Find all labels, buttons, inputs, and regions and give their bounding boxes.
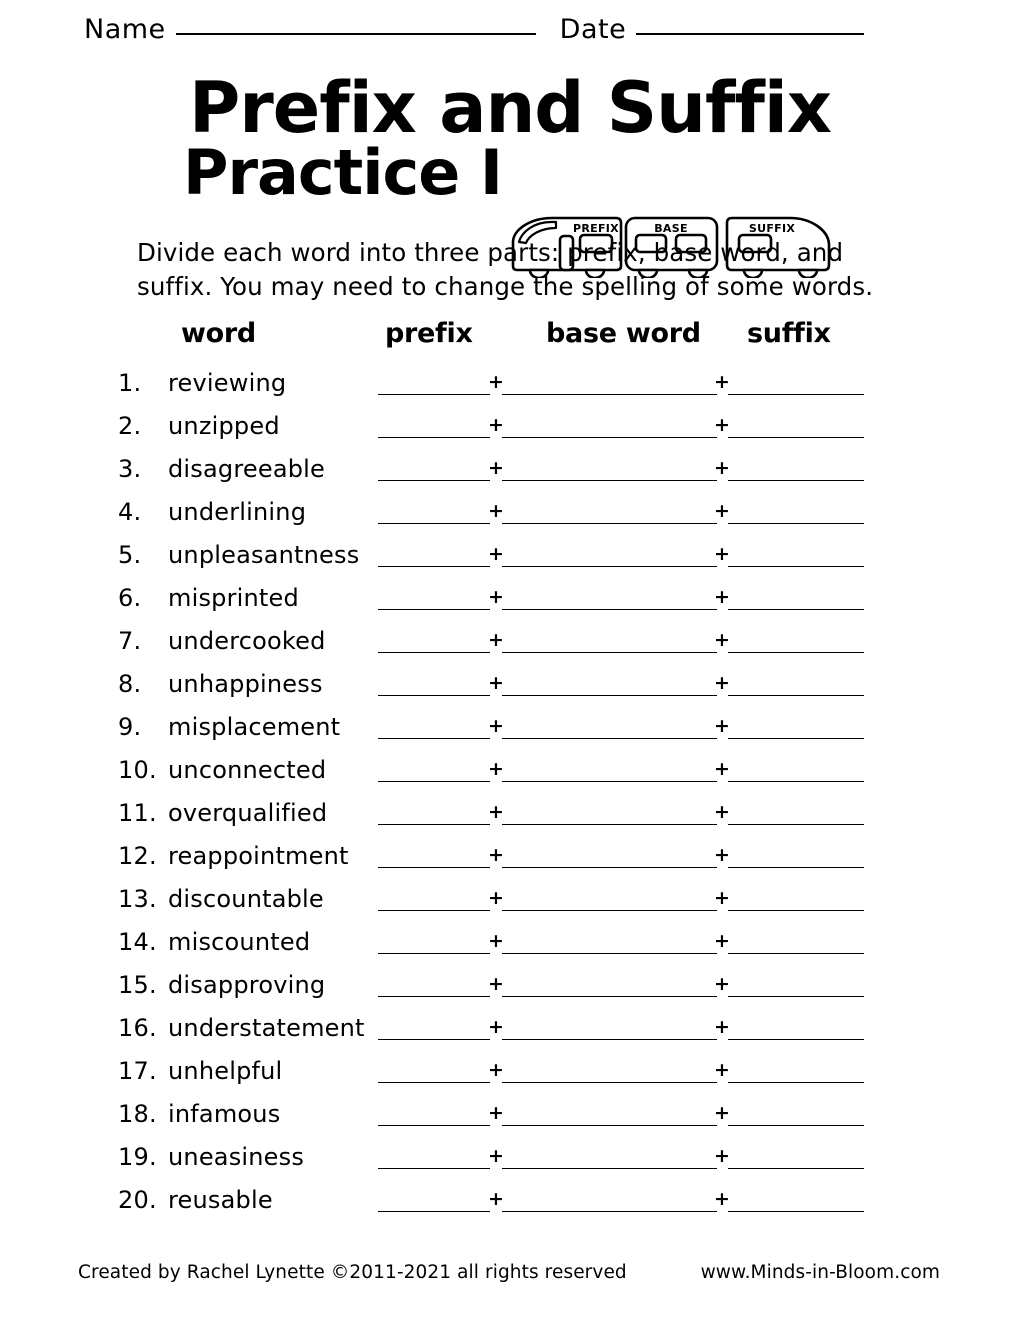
worksheet-row (0, 626, 1020, 669)
row-number: 12. (118, 842, 157, 870)
worksheet-row (0, 927, 1020, 970)
base-word-blank[interactable] (502, 1211, 717, 1212)
name-input-rule[interactable] (176, 33, 536, 35)
worksheet-row (0, 583, 1020, 626)
prefix-blank[interactable] (378, 824, 490, 825)
suffix-blank[interactable] (728, 480, 864, 481)
row-number: 11. (118, 799, 157, 827)
worksheet-row (0, 884, 1020, 927)
suffix-blank[interactable] (728, 1211, 864, 1212)
plus-sign-2: + (714, 543, 730, 565)
plus-sign-1: + (488, 457, 504, 479)
row-word: unpleasantness (168, 541, 360, 569)
worksheet-row (0, 454, 1020, 497)
instructions-text: Divide each word into three parts: prefix, base word, and suffix. You may need to change the spelling of some words. (137, 238, 874, 301)
suffix-blank[interactable] (728, 566, 864, 567)
plus-sign-1: + (488, 801, 504, 823)
worksheet-row (0, 669, 1020, 712)
row-answer-blanks (378, 626, 864, 656)
suffix-blank[interactable] (728, 996, 864, 997)
page-footer (0, 1262, 1020, 1292)
plus-sign-1: + (488, 371, 504, 393)
prefix-blank[interactable] (378, 996, 490, 997)
plus-sign-2: + (714, 500, 730, 522)
worksheet-row (0, 540, 1020, 583)
prefix-blank[interactable] (378, 652, 490, 653)
row-word: reusable (168, 1186, 273, 1214)
suffix-blank[interactable] (728, 394, 864, 395)
plus-sign-2: + (714, 1059, 730, 1081)
base-word-blank[interactable] (502, 1125, 717, 1126)
worksheet-row (0, 970, 1020, 1013)
plus-sign-1: + (488, 1145, 504, 1167)
row-number: 1. (118, 369, 142, 397)
row-answer-blanks (378, 884, 864, 914)
worksheet-row (0, 755, 1020, 798)
row-word: understatement (168, 1014, 365, 1042)
row-word: unhappiness (168, 670, 323, 698)
page-title-line1: Prefix and Suffix (188, 67, 832, 149)
suffix-blank[interactable] (728, 867, 864, 868)
plus-sign-2: + (714, 371, 730, 393)
prefix-blank[interactable] (378, 523, 490, 524)
plus-sign-2: + (714, 672, 730, 694)
row-word: misplacement (168, 713, 341, 741)
base-word-blank[interactable] (502, 523, 717, 524)
column-header-suffix: suffix (747, 318, 831, 349)
row-number: 15. (118, 971, 157, 999)
plus-sign-1: + (488, 414, 504, 436)
prefix-blank[interactable] (378, 1039, 490, 1040)
worksheet-row (0, 368, 1020, 411)
prefix-blank[interactable] (378, 480, 490, 481)
row-number: 10. (118, 756, 157, 784)
worksheet-row (0, 1185, 1020, 1228)
base-word-blank[interactable] (502, 652, 717, 653)
base-word-blank[interactable] (502, 781, 717, 782)
suffix-blank[interactable] (728, 1082, 864, 1083)
row-answer-blanks (378, 454, 864, 484)
row-answer-blanks (378, 798, 864, 828)
row-answer-blanks (378, 755, 864, 785)
plus-sign-2: + (714, 629, 730, 651)
date-label: Date (559, 14, 627, 45)
row-number: 13. (118, 885, 157, 913)
base-word-blank[interactable] (502, 953, 717, 954)
base-word-blank[interactable] (502, 1168, 717, 1169)
base-word-blank[interactable] (502, 566, 717, 567)
footer-credit: Created by Rachel Lynette ©2011-2021 all rights reserved (78, 1262, 627, 1283)
row-word: uneasiness (168, 1143, 305, 1171)
base-word-blank[interactable] (502, 824, 717, 825)
row-answer-blanks (378, 841, 864, 871)
title-block (0, 67, 1020, 235)
prefix-blank[interactable] (378, 867, 490, 868)
row-answer-blanks (378, 368, 864, 398)
plus-sign-1: + (488, 543, 504, 565)
plus-sign-1: + (488, 844, 504, 866)
prefix-blank[interactable] (378, 1082, 490, 1083)
column-headers (0, 318, 1020, 356)
row-number: 8. (118, 670, 142, 698)
suffix-blank[interactable] (728, 738, 864, 739)
footer-website: www.Minds-in-Bloom.com (700, 1262, 940, 1283)
name-label: Name (84, 14, 166, 45)
suffix-blank[interactable] (728, 695, 864, 696)
worksheet-row (0, 798, 1020, 841)
page-title-line2: Practice I (183, 136, 502, 209)
plus-sign-1: + (488, 715, 504, 737)
base-word-blank[interactable] (502, 738, 717, 739)
row-answer-blanks (378, 970, 864, 1000)
suffix-blank[interactable] (728, 1168, 864, 1169)
plus-sign-2: + (714, 844, 730, 866)
base-word-blank[interactable] (502, 480, 717, 481)
plus-sign-1: + (488, 930, 504, 952)
plus-sign-1: + (488, 887, 504, 909)
row-word: reappointment (168, 842, 349, 870)
prefix-blank[interactable] (378, 394, 490, 395)
suffix-blank[interactable] (728, 437, 864, 438)
prefix-blank[interactable] (378, 1125, 490, 1126)
prefix-blank[interactable] (378, 1168, 490, 1169)
column-header-word: word (181, 318, 256, 349)
row-answer-blanks (378, 583, 864, 613)
plus-sign-1: + (488, 1059, 504, 1081)
plus-sign-2: + (714, 414, 730, 436)
row-number: 5. (118, 541, 142, 569)
worksheet-row (0, 1013, 1020, 1056)
plus-sign-2: + (714, 887, 730, 909)
base-word-blank[interactable] (502, 695, 717, 696)
row-word: overqualified (168, 799, 328, 827)
date-input-rule[interactable] (636, 33, 864, 35)
suffix-blank[interactable] (728, 523, 864, 524)
prefix-blank[interactable] (378, 437, 490, 438)
row-word: discountable (168, 885, 324, 913)
row-answer-blanks (378, 540, 864, 570)
worksheet-row (0, 1099, 1020, 1142)
plus-sign-2: + (714, 973, 730, 995)
row-word: unhelpful (168, 1057, 283, 1085)
base-word-blank[interactable] (502, 437, 717, 438)
row-number: 3. (118, 455, 142, 483)
name-date-header (84, 14, 944, 54)
plus-sign-2: + (714, 1016, 730, 1038)
worksheet-row (0, 1056, 1020, 1099)
row-number: 14. (118, 928, 157, 956)
train-label-suffix: SUFFIX (748, 222, 796, 235)
row-answer-blanks (378, 927, 864, 957)
suffix-blank[interactable] (728, 824, 864, 825)
prefix-blank[interactable] (378, 609, 490, 610)
row-number: 19. (118, 1143, 157, 1171)
plus-sign-1: + (488, 629, 504, 651)
plus-sign-1: + (488, 973, 504, 995)
worksheet-row (0, 411, 1020, 454)
row-number: 9. (118, 713, 142, 741)
row-word: miscounted (168, 928, 311, 956)
row-word: undercooked (168, 627, 326, 655)
plus-sign-2: + (714, 1145, 730, 1167)
row-number: 6. (118, 584, 142, 612)
train-label-base: BASE (654, 222, 688, 235)
base-word-blank[interactable] (502, 609, 717, 610)
worksheet-rows (0, 368, 1020, 1228)
suffix-blank[interactable] (728, 910, 864, 911)
row-word: unconnected (168, 756, 327, 784)
plus-sign-1: + (488, 1102, 504, 1124)
worksheet-row (0, 497, 1020, 540)
plus-sign-2: + (714, 457, 730, 479)
train-label-prefix: PREFIX (573, 222, 619, 235)
row-number: 2. (118, 412, 142, 440)
row-number: 18. (118, 1100, 157, 1128)
worksheet-row (0, 841, 1020, 884)
suffix-blank[interactable] (728, 1039, 864, 1040)
plus-sign-2: + (714, 1102, 730, 1124)
plus-sign-2: + (714, 758, 730, 780)
row-word: disagreeable (168, 455, 325, 483)
row-word: underlining (168, 498, 307, 526)
plus-sign-1: + (488, 1016, 504, 1038)
row-answer-blanks (378, 1185, 864, 1215)
plus-sign-2: + (714, 930, 730, 952)
plus-sign-2: + (714, 586, 730, 608)
prefix-blank[interactable] (378, 738, 490, 739)
plus-sign-2: + (714, 715, 730, 737)
suffix-blank[interactable] (728, 609, 864, 610)
prefix-blank[interactable] (378, 695, 490, 696)
row-answer-blanks (378, 497, 864, 527)
row-word: infamous (168, 1100, 281, 1128)
row-number: 7. (118, 627, 142, 655)
row-word: misprinted (168, 584, 299, 612)
row-word: reviewing (168, 369, 287, 397)
row-answer-blanks (378, 411, 864, 441)
base-word-blank[interactable] (502, 996, 717, 997)
plus-sign-1: + (488, 586, 504, 608)
prefix-blank[interactable] (378, 1211, 490, 1212)
prefix-blank[interactable] (378, 953, 490, 954)
row-answer-blanks (378, 1056, 864, 1086)
worksheet-row (0, 1142, 1020, 1185)
base-word-blank[interactable] (502, 910, 717, 911)
row-word: unzipped (168, 412, 280, 440)
suffix-blank[interactable] (728, 652, 864, 653)
row-number: 4. (118, 498, 142, 526)
row-number: 16. (118, 1014, 157, 1042)
base-word-blank[interactable] (502, 1039, 717, 1040)
row-number: 20. (118, 1186, 157, 1214)
row-answer-blanks (378, 669, 864, 699)
prefix-blank[interactable] (378, 566, 490, 567)
plus-sign-2: + (714, 801, 730, 823)
row-answer-blanks (378, 712, 864, 742)
worksheet-row (0, 712, 1020, 755)
prefix-blank[interactable] (378, 781, 490, 782)
row-answer-blanks (378, 1099, 864, 1129)
row-answer-blanks (378, 1142, 864, 1172)
row-answer-blanks (378, 1013, 864, 1043)
prefix-blank[interactable] (378, 910, 490, 911)
column-header-base: base word (546, 318, 701, 349)
plus-sign-1: + (488, 1188, 504, 1210)
suffix-blank[interactable] (728, 1125, 864, 1126)
plus-sign-1: + (488, 500, 504, 522)
base-word-blank[interactable] (502, 394, 717, 395)
base-word-blank[interactable] (502, 867, 717, 868)
base-word-blank[interactable] (502, 1082, 717, 1083)
suffix-blank[interactable] (728, 781, 864, 782)
row-number: 17. (118, 1057, 157, 1085)
plus-sign-2: + (714, 1188, 730, 1210)
plus-sign-1: + (488, 672, 504, 694)
row-word: disapproving (168, 971, 326, 999)
column-header-prefix: prefix (385, 318, 473, 349)
plus-sign-1: + (488, 758, 504, 780)
suffix-blank[interactable] (728, 953, 864, 954)
